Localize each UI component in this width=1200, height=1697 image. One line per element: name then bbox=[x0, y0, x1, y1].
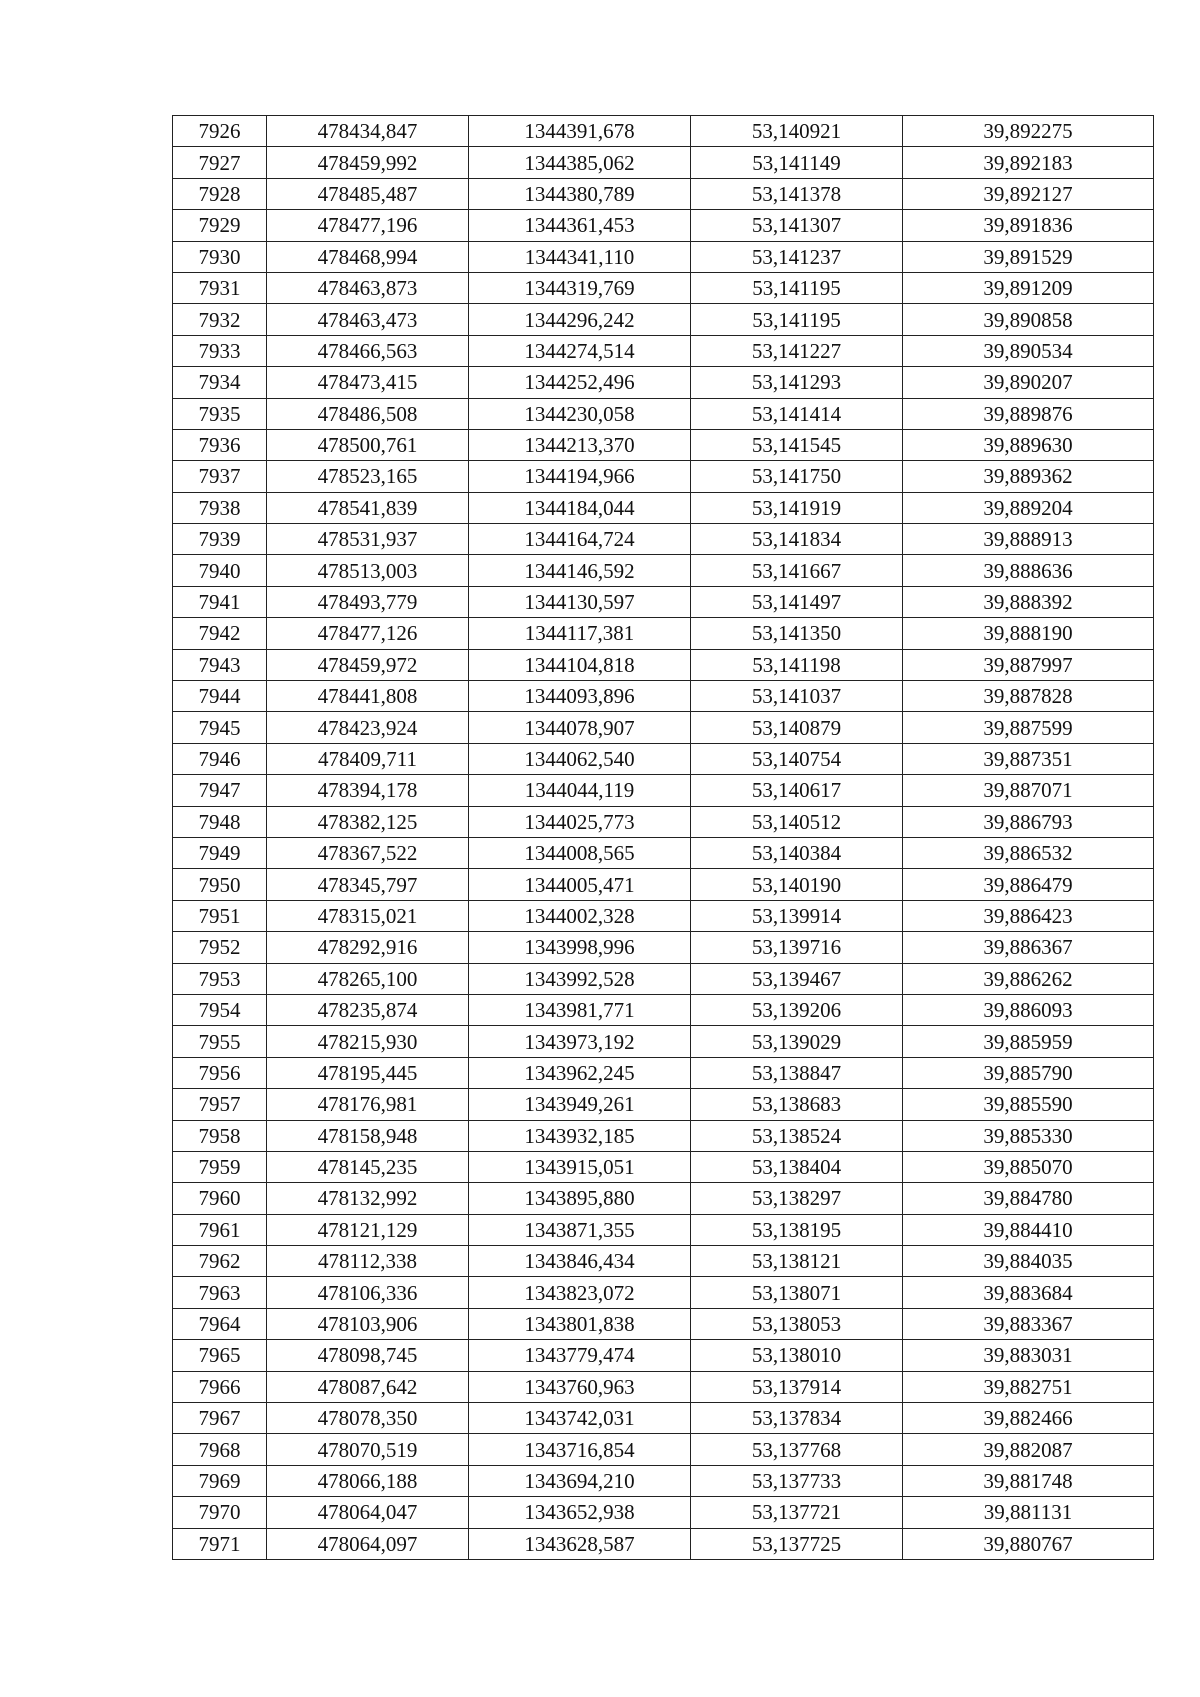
y-coordinate-cell: 1343895,880 bbox=[469, 1183, 691, 1214]
longitude-cell: 39,887071 bbox=[903, 775, 1154, 806]
table-row bbox=[173, 1434, 1154, 1465]
longitude-cell: 39,883684 bbox=[903, 1277, 1154, 1308]
longitude-cell: 39,885590 bbox=[903, 1089, 1154, 1120]
table-row bbox=[173, 335, 1154, 366]
table-row bbox=[173, 241, 1154, 272]
longitude-cell: 39,886479 bbox=[903, 869, 1154, 900]
y-coordinate-cell: 1343628,587 bbox=[469, 1528, 691, 1559]
point-number-cell: 7942 bbox=[173, 618, 267, 649]
point-number-cell: 7965 bbox=[173, 1340, 267, 1371]
latitude-cell: 53,139914 bbox=[691, 900, 903, 931]
table-row bbox=[173, 272, 1154, 303]
x-coordinate-cell: 478064,097 bbox=[267, 1528, 469, 1559]
y-coordinate-cell: 1344117,381 bbox=[469, 618, 691, 649]
latitude-cell: 53,140921 bbox=[691, 116, 903, 147]
latitude-cell: 53,141037 bbox=[691, 681, 903, 712]
latitude-cell: 53,137914 bbox=[691, 1371, 903, 1402]
x-coordinate-cell: 478486,508 bbox=[267, 398, 469, 429]
y-coordinate-cell: 1344341,110 bbox=[469, 241, 691, 272]
table-row bbox=[173, 586, 1154, 617]
latitude-cell: 53,138524 bbox=[691, 1120, 903, 1151]
x-coordinate-cell: 478409,711 bbox=[267, 743, 469, 774]
table-row bbox=[173, 492, 1154, 523]
table-row bbox=[173, 649, 1154, 680]
latitude-cell: 53,137834 bbox=[691, 1403, 903, 1434]
y-coordinate-cell: 1343962,245 bbox=[469, 1057, 691, 1088]
point-number-cell: 7953 bbox=[173, 963, 267, 994]
table-row bbox=[173, 932, 1154, 963]
y-coordinate-cell: 1344093,896 bbox=[469, 681, 691, 712]
y-coordinate-cell: 1343981,771 bbox=[469, 994, 691, 1025]
latitude-cell: 53,141195 bbox=[691, 272, 903, 303]
latitude-cell: 53,138683 bbox=[691, 1089, 903, 1120]
table-row bbox=[173, 304, 1154, 335]
x-coordinate-cell: 478121,129 bbox=[267, 1214, 469, 1245]
x-coordinate-cell: 478523,165 bbox=[267, 461, 469, 492]
longitude-cell: 39,891836 bbox=[903, 210, 1154, 241]
table-row bbox=[173, 1497, 1154, 1528]
x-coordinate-cell: 478315,021 bbox=[267, 900, 469, 931]
table-row bbox=[173, 1340, 1154, 1371]
point-number-cell: 7955 bbox=[173, 1026, 267, 1057]
y-coordinate-cell: 1343716,854 bbox=[469, 1434, 691, 1465]
y-coordinate-cell: 1343846,434 bbox=[469, 1246, 691, 1277]
point-number-cell: 7929 bbox=[173, 210, 267, 241]
coordinates-table-body bbox=[173, 116, 1154, 1560]
table-row bbox=[173, 116, 1154, 147]
table-row bbox=[173, 1026, 1154, 1057]
table-row bbox=[173, 1183, 1154, 1214]
x-coordinate-cell: 478500,761 bbox=[267, 429, 469, 460]
table-row bbox=[173, 178, 1154, 209]
table-row bbox=[173, 555, 1154, 586]
y-coordinate-cell: 1343760,963 bbox=[469, 1371, 691, 1402]
y-coordinate-cell: 1344164,724 bbox=[469, 524, 691, 555]
table-row bbox=[173, 147, 1154, 178]
table-row bbox=[173, 743, 1154, 774]
y-coordinate-cell: 1344230,058 bbox=[469, 398, 691, 429]
x-coordinate-cell: 478513,003 bbox=[267, 555, 469, 586]
longitude-cell: 39,886367 bbox=[903, 932, 1154, 963]
x-coordinate-cell: 478078,350 bbox=[267, 1403, 469, 1434]
table-row bbox=[173, 210, 1154, 241]
longitude-cell: 39,883031 bbox=[903, 1340, 1154, 1371]
y-coordinate-cell: 1344194,966 bbox=[469, 461, 691, 492]
longitude-cell: 39,888190 bbox=[903, 618, 1154, 649]
latitude-cell: 53,140879 bbox=[691, 712, 903, 743]
latitude-cell: 53,139029 bbox=[691, 1026, 903, 1057]
x-coordinate-cell: 478434,847 bbox=[267, 116, 469, 147]
x-coordinate-cell: 478541,839 bbox=[267, 492, 469, 523]
point-number-cell: 7962 bbox=[173, 1246, 267, 1277]
x-coordinate-cell: 478087,642 bbox=[267, 1371, 469, 1402]
longitude-cell: 39,886423 bbox=[903, 900, 1154, 931]
longitude-cell: 39,885959 bbox=[903, 1026, 1154, 1057]
table-row bbox=[173, 963, 1154, 994]
longitude-cell: 39,880767 bbox=[903, 1528, 1154, 1559]
x-coordinate-cell: 478423,924 bbox=[267, 712, 469, 743]
point-number-cell: 7964 bbox=[173, 1308, 267, 1339]
longitude-cell: 39,881748 bbox=[903, 1465, 1154, 1496]
point-number-cell: 7944 bbox=[173, 681, 267, 712]
point-number-cell: 7948 bbox=[173, 806, 267, 837]
longitude-cell: 39,890207 bbox=[903, 367, 1154, 398]
longitude-cell: 39,885070 bbox=[903, 1151, 1154, 1182]
x-coordinate-cell: 478466,563 bbox=[267, 335, 469, 366]
longitude-cell: 39,888392 bbox=[903, 586, 1154, 617]
latitude-cell: 53,137721 bbox=[691, 1497, 903, 1528]
y-coordinate-cell: 1343998,996 bbox=[469, 932, 691, 963]
y-coordinate-cell: 1344002,328 bbox=[469, 900, 691, 931]
x-coordinate-cell: 478531,937 bbox=[267, 524, 469, 555]
point-number-cell: 7932 bbox=[173, 304, 267, 335]
y-coordinate-cell: 1344025,773 bbox=[469, 806, 691, 837]
table-row bbox=[173, 1308, 1154, 1339]
point-number-cell: 7931 bbox=[173, 272, 267, 303]
point-number-cell: 7952 bbox=[173, 932, 267, 963]
longitude-cell: 39,887828 bbox=[903, 681, 1154, 712]
point-number-cell: 7926 bbox=[173, 116, 267, 147]
latitude-cell: 53,138121 bbox=[691, 1246, 903, 1277]
table-row bbox=[173, 618, 1154, 649]
x-coordinate-cell: 478477,196 bbox=[267, 210, 469, 241]
point-number-cell: 7958 bbox=[173, 1120, 267, 1151]
latitude-cell: 53,138053 bbox=[691, 1308, 903, 1339]
y-coordinate-cell: 1344319,769 bbox=[469, 272, 691, 303]
latitude-cell: 53,141307 bbox=[691, 210, 903, 241]
table-row bbox=[173, 1151, 1154, 1182]
longitude-cell: 39,886793 bbox=[903, 806, 1154, 837]
latitude-cell: 53,141834 bbox=[691, 524, 903, 555]
point-number-cell: 7947 bbox=[173, 775, 267, 806]
latitude-cell: 53,137725 bbox=[691, 1528, 903, 1559]
table-row bbox=[173, 900, 1154, 931]
table-row bbox=[173, 712, 1154, 743]
longitude-cell: 39,889362 bbox=[903, 461, 1154, 492]
latitude-cell: 53,140754 bbox=[691, 743, 903, 774]
x-coordinate-cell: 478215,930 bbox=[267, 1026, 469, 1057]
longitude-cell: 39,884035 bbox=[903, 1246, 1154, 1277]
latitude-cell: 53,140617 bbox=[691, 775, 903, 806]
point-number-cell: 7940 bbox=[173, 555, 267, 586]
y-coordinate-cell: 1343652,938 bbox=[469, 1497, 691, 1528]
latitude-cell: 53,137733 bbox=[691, 1465, 903, 1496]
latitude-cell: 53,141919 bbox=[691, 492, 903, 523]
point-number-cell: 7933 bbox=[173, 335, 267, 366]
coordinates-table bbox=[172, 115, 1154, 1560]
y-coordinate-cell: 1343742,031 bbox=[469, 1403, 691, 1434]
latitude-cell: 53,141293 bbox=[691, 367, 903, 398]
longitude-cell: 39,885330 bbox=[903, 1120, 1154, 1151]
latitude-cell: 53,138010 bbox=[691, 1340, 903, 1371]
point-number-cell: 7968 bbox=[173, 1434, 267, 1465]
y-coordinate-cell: 1344361,453 bbox=[469, 210, 691, 241]
point-number-cell: 7936 bbox=[173, 429, 267, 460]
x-coordinate-cell: 478477,126 bbox=[267, 618, 469, 649]
longitude-cell: 39,886532 bbox=[903, 837, 1154, 868]
x-coordinate-cell: 478463,473 bbox=[267, 304, 469, 335]
point-number-cell: 7959 bbox=[173, 1151, 267, 1182]
longitude-cell: 39,882751 bbox=[903, 1371, 1154, 1402]
latitude-cell: 53,141198 bbox=[691, 649, 903, 680]
table-row bbox=[173, 1089, 1154, 1120]
y-coordinate-cell: 1343801,838 bbox=[469, 1308, 691, 1339]
point-number-cell: 7951 bbox=[173, 900, 267, 931]
point-number-cell: 7935 bbox=[173, 398, 267, 429]
longitude-cell: 39,885790 bbox=[903, 1057, 1154, 1088]
x-coordinate-cell: 478158,948 bbox=[267, 1120, 469, 1151]
point-number-cell: 7956 bbox=[173, 1057, 267, 1088]
y-coordinate-cell: 1344391,678 bbox=[469, 116, 691, 147]
point-number-cell: 7937 bbox=[173, 461, 267, 492]
table-row bbox=[173, 1371, 1154, 1402]
latitude-cell: 53,138195 bbox=[691, 1214, 903, 1245]
x-coordinate-cell: 478070,519 bbox=[267, 1434, 469, 1465]
table-row bbox=[173, 398, 1154, 429]
x-coordinate-cell: 478265,100 bbox=[267, 963, 469, 994]
longitude-cell: 39,886093 bbox=[903, 994, 1154, 1025]
y-coordinate-cell: 1344062,540 bbox=[469, 743, 691, 774]
point-number-cell: 7949 bbox=[173, 837, 267, 868]
y-coordinate-cell: 1343823,072 bbox=[469, 1277, 691, 1308]
x-coordinate-cell: 478485,487 bbox=[267, 178, 469, 209]
point-number-cell: 7960 bbox=[173, 1183, 267, 1214]
latitude-cell: 53,141378 bbox=[691, 178, 903, 209]
longitude-cell: 39,887599 bbox=[903, 712, 1154, 743]
x-coordinate-cell: 478473,415 bbox=[267, 367, 469, 398]
longitude-cell: 39,888636 bbox=[903, 555, 1154, 586]
point-number-cell: 7927 bbox=[173, 147, 267, 178]
table-row bbox=[173, 1120, 1154, 1151]
latitude-cell: 53,141350 bbox=[691, 618, 903, 649]
latitude-cell: 53,141237 bbox=[691, 241, 903, 272]
point-number-cell: 7930 bbox=[173, 241, 267, 272]
x-coordinate-cell: 478463,873 bbox=[267, 272, 469, 303]
point-number-cell: 7967 bbox=[173, 1403, 267, 1434]
y-coordinate-cell: 1343915,051 bbox=[469, 1151, 691, 1182]
latitude-cell: 53,141195 bbox=[691, 304, 903, 335]
x-coordinate-cell: 478441,808 bbox=[267, 681, 469, 712]
x-coordinate-cell: 478382,125 bbox=[267, 806, 469, 837]
point-number-cell: 7970 bbox=[173, 1497, 267, 1528]
latitude-cell: 53,139467 bbox=[691, 963, 903, 994]
table-row bbox=[173, 869, 1154, 900]
table-row bbox=[173, 524, 1154, 555]
y-coordinate-cell: 1344184,044 bbox=[469, 492, 691, 523]
x-coordinate-cell: 478064,047 bbox=[267, 1497, 469, 1528]
y-coordinate-cell: 1343932,185 bbox=[469, 1120, 691, 1151]
longitude-cell: 39,890858 bbox=[903, 304, 1154, 335]
table-row bbox=[173, 806, 1154, 837]
longitude-cell: 39,887351 bbox=[903, 743, 1154, 774]
y-coordinate-cell: 1343992,528 bbox=[469, 963, 691, 994]
y-coordinate-cell: 1344380,789 bbox=[469, 178, 691, 209]
point-number-cell: 7943 bbox=[173, 649, 267, 680]
table-row bbox=[173, 429, 1154, 460]
x-coordinate-cell: 478103,906 bbox=[267, 1308, 469, 1339]
y-coordinate-cell: 1344078,907 bbox=[469, 712, 691, 743]
x-coordinate-cell: 478132,992 bbox=[267, 1183, 469, 1214]
y-coordinate-cell: 1343949,261 bbox=[469, 1089, 691, 1120]
point-number-cell: 7946 bbox=[173, 743, 267, 774]
x-coordinate-cell: 478459,972 bbox=[267, 649, 469, 680]
point-number-cell: 7934 bbox=[173, 367, 267, 398]
longitude-cell: 39,883367 bbox=[903, 1308, 1154, 1339]
y-coordinate-cell: 1343973,192 bbox=[469, 1026, 691, 1057]
point-number-cell: 7945 bbox=[173, 712, 267, 743]
latitude-cell: 53,138847 bbox=[691, 1057, 903, 1088]
longitude-cell: 39,892275 bbox=[903, 116, 1154, 147]
table-row bbox=[173, 681, 1154, 712]
table-row bbox=[173, 1057, 1154, 1088]
longitude-cell: 39,882087 bbox=[903, 1434, 1154, 1465]
x-coordinate-cell: 478145,235 bbox=[267, 1151, 469, 1182]
latitude-cell: 53,138071 bbox=[691, 1277, 903, 1308]
y-coordinate-cell: 1344296,242 bbox=[469, 304, 691, 335]
point-number-cell: 7966 bbox=[173, 1371, 267, 1402]
latitude-cell: 53,140190 bbox=[691, 869, 903, 900]
longitude-cell: 39,890534 bbox=[903, 335, 1154, 366]
point-number-cell: 7969 bbox=[173, 1465, 267, 1496]
latitude-cell: 53,139716 bbox=[691, 932, 903, 963]
latitude-cell: 53,141497 bbox=[691, 586, 903, 617]
longitude-cell: 39,889630 bbox=[903, 429, 1154, 460]
latitude-cell: 53,137768 bbox=[691, 1434, 903, 1465]
latitude-cell: 53,140384 bbox=[691, 837, 903, 868]
longitude-cell: 39,889204 bbox=[903, 492, 1154, 523]
y-coordinate-cell: 1344008,565 bbox=[469, 837, 691, 868]
y-coordinate-cell: 1344104,818 bbox=[469, 649, 691, 680]
table-row bbox=[173, 1403, 1154, 1434]
y-coordinate-cell: 1344146,592 bbox=[469, 555, 691, 586]
point-number-cell: 7939 bbox=[173, 524, 267, 555]
latitude-cell: 53,141414 bbox=[691, 398, 903, 429]
point-number-cell: 7941 bbox=[173, 586, 267, 617]
point-number-cell: 7950 bbox=[173, 869, 267, 900]
longitude-cell: 39,884410 bbox=[903, 1214, 1154, 1245]
longitude-cell: 39,881131 bbox=[903, 1497, 1154, 1528]
point-number-cell: 7928 bbox=[173, 178, 267, 209]
x-coordinate-cell: 478235,874 bbox=[267, 994, 469, 1025]
x-coordinate-cell: 478367,522 bbox=[267, 837, 469, 868]
point-number-cell: 7938 bbox=[173, 492, 267, 523]
longitude-cell: 39,884780 bbox=[903, 1183, 1154, 1214]
table-row bbox=[173, 1246, 1154, 1277]
table-row bbox=[173, 1214, 1154, 1245]
latitude-cell: 53,141750 bbox=[691, 461, 903, 492]
x-coordinate-cell: 478066,188 bbox=[267, 1465, 469, 1496]
longitude-cell: 39,888913 bbox=[903, 524, 1154, 555]
y-coordinate-cell: 1344252,496 bbox=[469, 367, 691, 398]
latitude-cell: 53,141227 bbox=[691, 335, 903, 366]
longitude-cell: 39,891209 bbox=[903, 272, 1154, 303]
x-coordinate-cell: 478468,994 bbox=[267, 241, 469, 272]
point-number-cell: 7957 bbox=[173, 1089, 267, 1120]
latitude-cell: 53,138297 bbox=[691, 1183, 903, 1214]
table-row bbox=[173, 775, 1154, 806]
table-row bbox=[173, 1528, 1154, 1559]
longitude-cell: 39,891529 bbox=[903, 241, 1154, 272]
y-coordinate-cell: 1343694,210 bbox=[469, 1465, 691, 1496]
x-coordinate-cell: 478394,178 bbox=[267, 775, 469, 806]
x-coordinate-cell: 478176,981 bbox=[267, 1089, 469, 1120]
longitude-cell: 39,892183 bbox=[903, 147, 1154, 178]
latitude-cell: 53,139206 bbox=[691, 994, 903, 1025]
table-row bbox=[173, 367, 1154, 398]
y-coordinate-cell: 1344044,119 bbox=[469, 775, 691, 806]
y-coordinate-cell: 1344213,370 bbox=[469, 429, 691, 460]
y-coordinate-cell: 1344385,062 bbox=[469, 147, 691, 178]
longitude-cell: 39,887997 bbox=[903, 649, 1154, 680]
y-coordinate-cell: 1343779,474 bbox=[469, 1340, 691, 1371]
longitude-cell: 39,889876 bbox=[903, 398, 1154, 429]
table-row bbox=[173, 837, 1154, 868]
point-number-cell: 7954 bbox=[173, 994, 267, 1025]
x-coordinate-cell: 478195,445 bbox=[267, 1057, 469, 1088]
table-row bbox=[173, 994, 1154, 1025]
x-coordinate-cell: 478292,916 bbox=[267, 932, 469, 963]
point-number-cell: 7963 bbox=[173, 1277, 267, 1308]
table-row bbox=[173, 1277, 1154, 1308]
x-coordinate-cell: 478345,797 bbox=[267, 869, 469, 900]
longitude-cell: 39,892127 bbox=[903, 178, 1154, 209]
y-coordinate-cell: 1344130,597 bbox=[469, 586, 691, 617]
table-row bbox=[173, 461, 1154, 492]
y-coordinate-cell: 1343871,355 bbox=[469, 1214, 691, 1245]
longitude-cell: 39,882466 bbox=[903, 1403, 1154, 1434]
y-coordinate-cell: 1344005,471 bbox=[469, 869, 691, 900]
longitude-cell: 39,886262 bbox=[903, 963, 1154, 994]
x-coordinate-cell: 478493,779 bbox=[267, 586, 469, 617]
x-coordinate-cell: 478112,338 bbox=[267, 1246, 469, 1277]
latitude-cell: 53,141667 bbox=[691, 555, 903, 586]
point-number-cell: 7971 bbox=[173, 1528, 267, 1559]
latitude-cell: 53,138404 bbox=[691, 1151, 903, 1182]
x-coordinate-cell: 478106,336 bbox=[267, 1277, 469, 1308]
point-number-cell: 7961 bbox=[173, 1214, 267, 1245]
table-row bbox=[173, 1465, 1154, 1496]
y-coordinate-cell: 1344274,514 bbox=[469, 335, 691, 366]
x-coordinate-cell: 478098,745 bbox=[267, 1340, 469, 1371]
latitude-cell: 53,141545 bbox=[691, 429, 903, 460]
x-coordinate-cell: 478459,992 bbox=[267, 147, 469, 178]
latitude-cell: 53,141149 bbox=[691, 147, 903, 178]
latitude-cell: 53,140512 bbox=[691, 806, 903, 837]
